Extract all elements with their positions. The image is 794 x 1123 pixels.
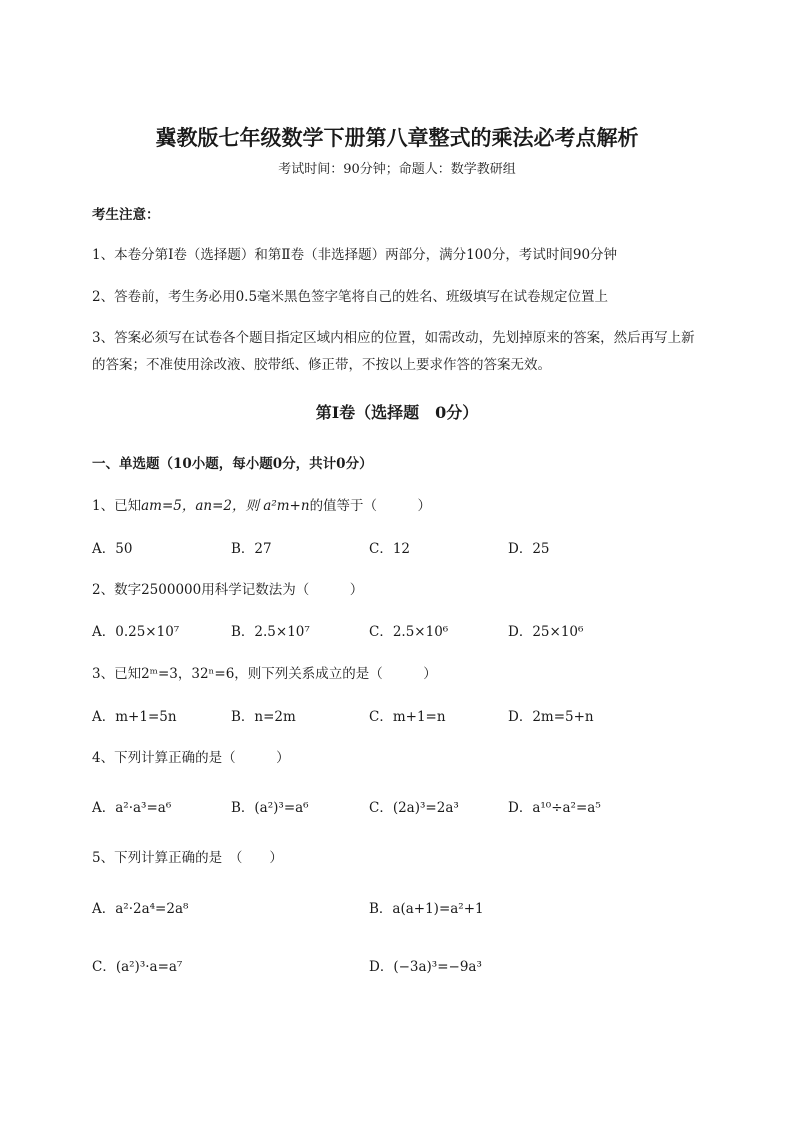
q4-option-c[interactable]: C．(2a)³=2a³	[369, 800, 459, 816]
notice-item-1: 1、本卷分第Ⅰ卷（选择题）和第Ⅱ卷（非选择题）两部分，满分100分，考试时间90分钟	[92, 247, 618, 263]
notice-heading: 考生注意：	[92, 207, 160, 223]
q5-option-c[interactable]: C．(a²)³·a=a⁷	[92, 959, 183, 975]
q2-option-b[interactable]: B．2.5×10⁷	[231, 624, 310, 640]
question-3-stem: 3、已知2ᵐ=3，32ⁿ=6，则下列关系成立的是（ ）	[92, 666, 437, 682]
question-2-stem: 2、数字2500000用科学记数法为（ ）	[92, 582, 364, 598]
question-1-suffix: 的值等于（ ）	[309, 498, 432, 514]
q5-option-d[interactable]: D．(−3a)³=−9a³	[369, 959, 482, 975]
question-4-stem: 4、下列计算正确的是（ ）	[92, 750, 290, 766]
q1-option-c[interactable]: C．12	[369, 541, 411, 557]
question-1-stem	[92, 494, 431, 514]
question-1-math: am=5，an=2，则 a²m+n	[141, 498, 310, 514]
notice-item-3: 3、答案必须写在试卷各个题目指定区域内相应的位置，如需改动，先划掉原来的答案，然后再写上新	[92, 330, 695, 346]
question-5-stem: 5、下列计算正确的是 （ ）	[92, 850, 283, 866]
notice-item-3-cont: 的答案；不准使用涂改液、胶带纸、修正带，不按以上要求作答的答案无效。	[92, 357, 551, 373]
q3-option-b[interactable]: B．n=2m	[231, 709, 296, 725]
q2-option-a[interactable]: A．0.25×10⁷	[92, 624, 180, 640]
q2-option-d[interactable]: D．25×10⁶	[508, 624, 584, 640]
q4-option-b[interactable]: B．(a²)³=a⁶	[231, 800, 309, 816]
part-heading: 一、单选题（10小题，每小题0分，共计0分）	[92, 456, 373, 472]
q1-option-b[interactable]: B．27	[231, 541, 272, 557]
document-title: 冀教版七年级数学下册第八章整式的乘法必考点解析	[155, 125, 639, 150]
section-title: 第Ⅰ卷（选择题 0分）	[315, 403, 479, 422]
q4-option-a[interactable]: A．a²·a³=a⁶	[92, 800, 172, 816]
q2-option-c[interactable]: C．2.5×10⁶	[369, 624, 449, 640]
q3-option-d[interactable]: D．2m=5+n	[508, 709, 594, 725]
question-1-prefix: 1、已知	[92, 498, 142, 514]
q1-option-a[interactable]: A．50	[92, 541, 133, 557]
exam-info: 考试时间：90分钟；命题人：数学教研组	[278, 162, 516, 177]
notice-item-2: 2、答卷前，考生务必用0.5毫米黑色签字笔将自己的姓名、班级填写在试卷规定位置上	[92, 289, 609, 305]
q4-option-d[interactable]: D．a¹⁰÷a²=a⁵	[508, 800, 601, 816]
q5-option-a[interactable]: A．a²·2a⁴=2a⁸	[92, 901, 189, 917]
q3-option-c[interactable]: C．m+1=n	[369, 709, 446, 725]
q5-option-b[interactable]: B．a(a+1)=a²+1	[369, 901, 484, 917]
q3-option-a[interactable]: A．m+1=5n	[92, 709, 177, 725]
q1-option-d[interactable]: D．25	[508, 541, 550, 557]
